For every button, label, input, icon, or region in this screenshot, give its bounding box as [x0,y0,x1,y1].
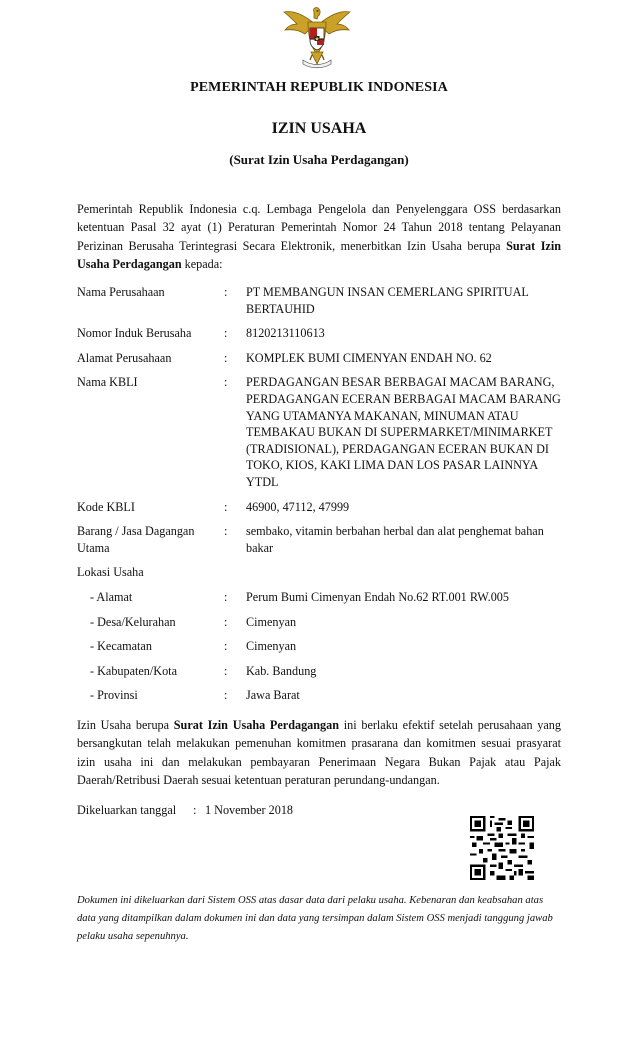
kbli-name-value: PERDAGANGAN BESAR BERBAGAI MACAM BARANG, PERDAGANGAN ECERAN BERBAGAI MACAM BARANG YANG UTAMANYA MAKANAN, MINUMAN ATAU TEMBAKAU BUKAN DI SUPERMARKET/MINIMARKET (TRADISIONAL), PERDAGANGAN ECERAN BUKAN DI TOKO, KIOS, KAKI LIMA DAN LOS PASAR LAINNYA YTDL [246,375,561,489]
field-colon: : [224,663,228,678]
field-label: Alamat Perusahaan [77,350,172,365]
field-colon: : [224,326,228,341]
table-row [77,589,563,614]
issued-colon: : [193,803,197,817]
table-row [77,523,563,564]
table-row [77,614,563,639]
field-label: - Kecamatan [90,639,152,654]
table-row [77,564,563,589]
garuda-emblem-icon [281,6,353,70]
table-row [77,374,563,498]
field-colon: : [224,350,228,365]
table-row [77,663,563,688]
qr-code-icon [470,816,534,880]
field-colon: : [224,375,228,390]
issued-date-value: 1 November 2018 [205,803,294,817]
location-address-value: Perum Bumi Cimenyan Endah No.62 RT.001 RW.005 [246,589,509,604]
field-label: Nama KBLI [77,375,138,390]
business-id-value: 8120213110613 [246,326,325,341]
document-title: IZIN USAHA [271,120,367,137]
field-label: - Desa/Kelurahan [90,614,176,629]
table-row [77,350,563,375]
field-label: Nama Perusahaan [77,285,165,299]
table-row [77,284,563,325]
field-label: - Provinsi [90,688,138,703]
village-value: Cimenyan [246,614,297,629]
government-title: PEMERINTAH REPUBLIK INDONESIA [190,80,448,95]
district-value: Cimenyan [246,639,297,654]
field-colon: : [224,639,228,654]
company-address-value: KOMPLEK BUMI CIMENYAN ENDAH NO. 62 [246,350,492,365]
disclaimer-footer: Dokumen ini dikeluarkan dari Sistem OSS atas dasar data dari pelaku usaha. Kebenaran dan keabsahan atas data yang ditampilkan dalam dokumen ini dan data yang tersimpan dalam Sistem OSS menjadi tanggung jawab pelaku usaha sepenuhnya. [77,895,553,943]
regency-value: Kab. Bandung [246,663,317,678]
issued-date [77,802,293,818]
main-goods-value: sembako, vitamin berbahan herbal dan alat penghemat bahan bakar [246,524,544,555]
province-value: Jawa Barat [246,688,300,703]
field-label: Nomor Induk Berusaha [77,326,192,341]
field-colon: : [224,589,228,604]
table-row [77,325,563,350]
table-row [77,687,563,712]
field-colon: : [224,524,228,539]
company-name-value: PT MEMBANGUN INSAN CEMERLANG SPIRITUAL BERTAUHID [246,285,529,316]
field-label: Barang / Jasa Dagangan Utama [77,524,195,555]
business-details-table [77,284,563,712]
kbli-code-value: 46900, 47112, 47999 [246,499,350,514]
field-colon: : [224,614,228,629]
field-colon: : [224,499,228,514]
issued-label: Dikeluarkan tanggal [77,803,177,817]
validity-paragraph: Izin Usaha berupa Surat Izin Usaha Perdagangan ini berlaku efektif setelah perusahaan yang bersangkutan telah melakukan pemenuhan komitmen prasarana dan komitmen sesuai prasyarat izin usaha ini dan melakukan pembayaran Penerimaan Negara Bukan Pajak atau Pajak Daerah/Retribusi Daerah sesuai ketentuan peraturan perundang-undangan. [77,718,561,788]
location-heading: Lokasi Usaha [77,565,144,580]
field-label: - Alamat [90,589,133,604]
intro-paragraph: Pemerintah Republik Indonesia c.q. Lembaga Pengelola dan Penyelenggara OSS berdasarkan ketentuan Pasal 32 ayat (1) Peraturan Pemerintah Nomor 24 Tahun 2018 tentang Pelayanan Perizinan Berusaha Terintegrasi Secara Elektronik, menerbitkan Izin Usaha berupa Surat Izin Usaha Perdagangan kepada: [77,202,562,272]
field-colon: : [224,285,228,299]
field-label: Kode KBLI [77,499,135,514]
document-subtitle: (Surat Izin Usaha Perdagangan) [229,152,409,167]
table-row [77,638,563,663]
table-row [77,499,563,524]
field-label: - Kabupaten/Kota [90,663,177,678]
field-colon: : [224,688,228,703]
